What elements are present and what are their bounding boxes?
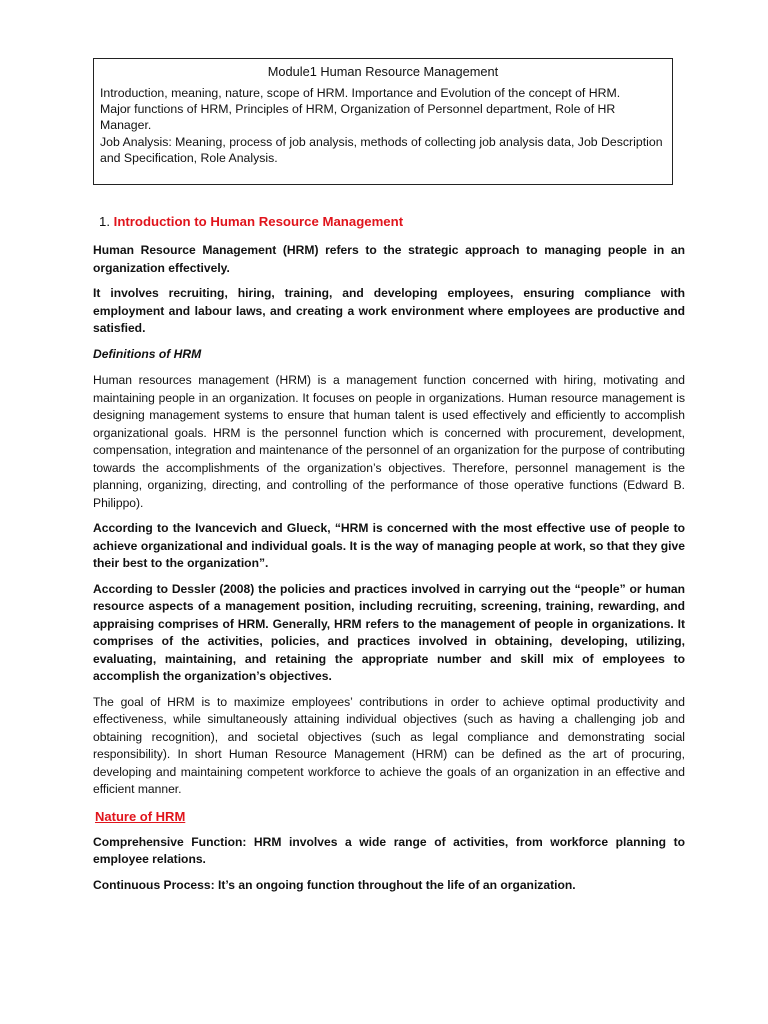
module-title: Module1 Human Resource Management [267,64,499,79]
section-title: Introduction to Human Resource Management [113,214,404,229]
section-heading [93,212,685,232]
nature-heading: Nature of HRM [95,808,186,824]
nature-heading-wrap [95,807,685,827]
document-body [93,212,685,902]
paragraph-ivancevich-glueck: According to the Ivancevich and Glueck, “HRM is concerned with the most effective use of people to achieve organizational and individual goals. It is the way of managing people at work, so that they give their best to the organization”. [93,521,685,570]
paragraph-comprehensive-function: Comprehensive Function: HRM involves a wide range of activities, from workforce planning to employee relations. [93,834,685,866]
paragraph-dessler: According to Dessler (2008) the policies and practices involved in carrying out the “people” or human resource aspects of a management position, including recruiting, screening, training, rewarding, and appraising comprises of HRM. Generally, HRM refers to the management of people in organizations. It comprises of the activities, policies, and practices involved in obtaining, developing, utilizing, evaluating, maintaining, and retaining the appropriate number and skill mix of employees to accomplish the organization’s objectives. [93,581,685,683]
module-line-intro: Introduction, meaning, nature, scope of HRM. Importance and Evolution of the concept of HRM. [100,86,621,100]
paragraph-goal-of-hrm: The goal of HRM is to maximize employees’ contributions in order to achieve optimal productivity and effectiveness, while simultaneously attaining individual objectives (such as having a challenging job and obtaining recognition), and societal objectives (such as legal compliance and demonstrating social responsibility). In short Human Resource Management (HRM) can be defined as the art of procuring, developing and maintaining competent workforce to achieve the goals of an organization in an effective and efficient manner. [93,694,685,796]
paragraph-hrm-function: Human resources management (HRM) is a management function concerned with hiring, motivating and maintaining people in an organization. It focuses on people in organizations. Human resource management is designing management systems to ensure that human talent is used effectively and efficiently to accomplish organizational goals. HRM is the personnel function which is concerned with procurement, development, compensation, integration and maintenance of the personnel of an organization for the purpose of contributing towards the accomplishments of the organization’s objectives. Therefore, personnel management is the planning, organizing, directing, and controlling of the performance of those operative functions (Edward B. Philippo). [93,373,685,510]
paragraph-hrm-involves: It involves recruiting, hiring, training, and developing employees, ensuring compliance with employment and labour laws, and creating a work environment where employees are productive and satisfied. [93,286,685,335]
paragraph-hrm-definition: Human Resource Management (HRM) refers to the strategic approach to managing people in an organization effectively. [93,243,685,275]
section-number: 1. [99,214,110,229]
paragraph-continuous-process: Continuous Process: It’s an ongoing function throughout the life of an organization. [93,877,576,892]
definitions-heading: Definitions of HRM [93,346,202,361]
module-summary-box [93,58,673,185]
module-line-job-analysis: Job Analysis: Meaning, process of job analysis, methods of collecting job analysis data, Job Description and Specification, Role Analysis. [100,134,663,165]
module-line-functions: Major functions of HRM, Principles of HRM, Organization of Personnel department, Role of HR Manager. [100,102,616,133]
